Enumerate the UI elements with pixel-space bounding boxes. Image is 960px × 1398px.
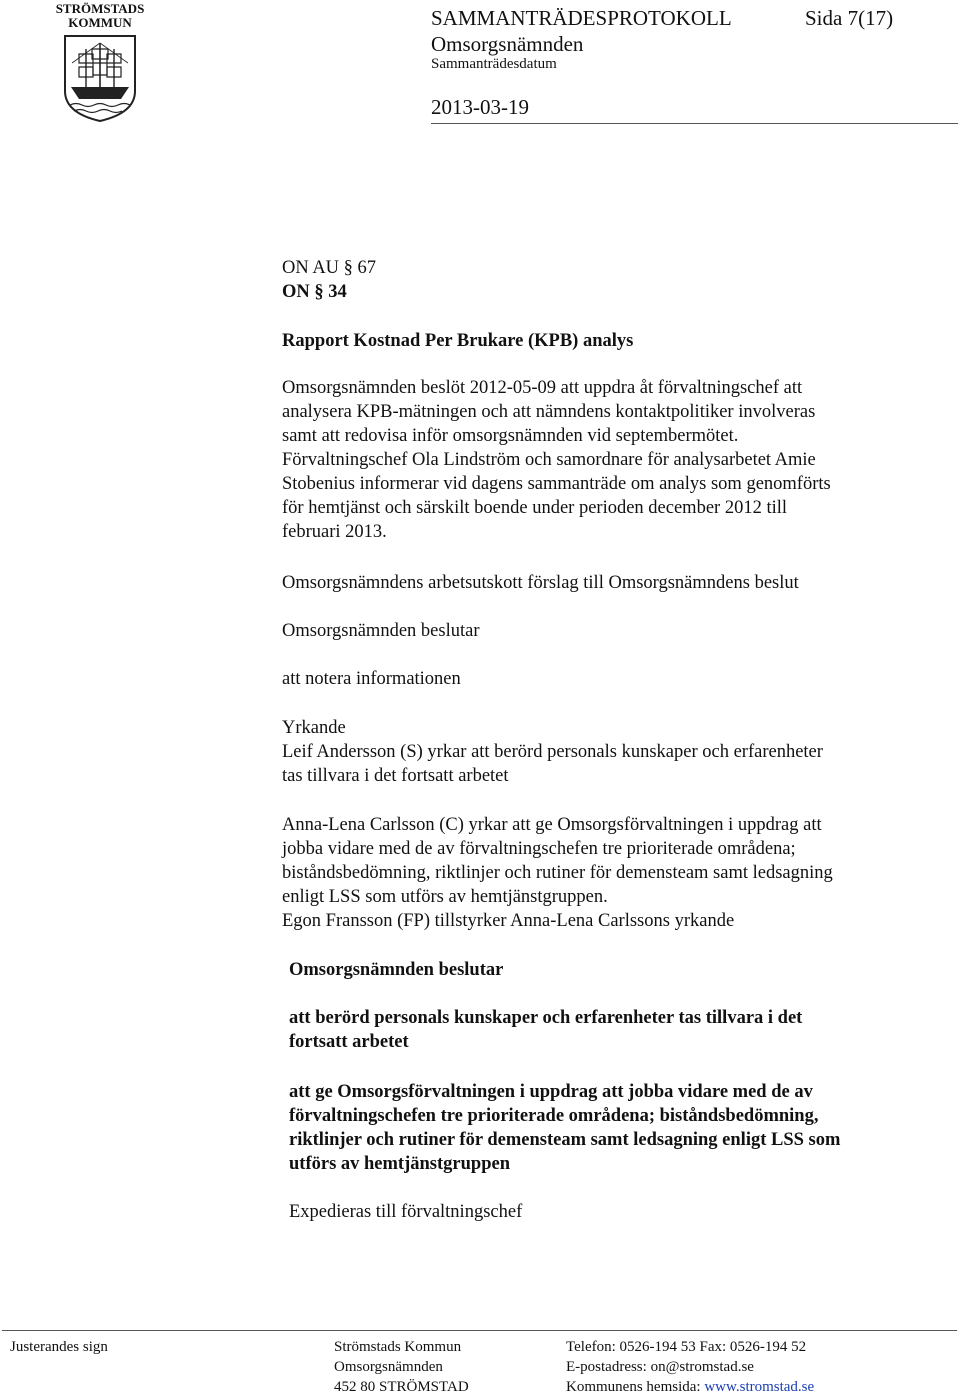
footer-web	[566, 1377, 814, 1397]
yrkande-block	[282, 716, 823, 788]
decision1-block	[289, 1006, 802, 1054]
page-number: Sida 7(17)	[805, 6, 894, 30]
footer-address-line: Omsorgsnämnden	[334, 1359, 443, 1375]
footer-address-line: Strömstads Kommun	[334, 1339, 462, 1355]
municipality-name	[44, 2, 156, 30]
municipality-name-line2: KOMMUN	[68, 15, 132, 30]
decision2-block	[289, 1080, 840, 1176]
yrkande2-line: jobba vidare med de av förvaltningschefen tre prioriterade områdena;	[282, 839, 796, 859]
coat-of-arms-logo	[62, 33, 138, 123]
section-ref-au: ON AU § 67	[282, 258, 377, 278]
proposal-heading: Omsorgsnämndens arbetsutskott förslag till Omsorgsnämndens beslut	[282, 573, 799, 593]
decision1-line: att berörd personals kunskaper och erfarenheter tas tillvara i det	[289, 1008, 803, 1028]
yrkande2-line: Egon Fransson (FP) tillstyrker Anna-Lena Carlssons yrkande	[282, 911, 735, 931]
yrkande1-line: tas tillvara i det fortsatt arbetet	[282, 766, 509, 786]
yrkande2-block	[282, 813, 833, 933]
intro-line: för hemtjänst och särskilt boende under perioden december 2012 till	[282, 498, 788, 518]
decision2-line: förvaltningschefen tre prioriterade områdena; biståndsbedömning,	[289, 1106, 819, 1126]
proposal-att: att notera informationen	[282, 669, 461, 689]
decision2-line: att ge Omsorgsförvaltningen i uppdrag att jobba vidare med de av	[289, 1082, 813, 1102]
meeting-date: 2013-03-19	[431, 95, 529, 119]
intro-line: Omsorgsnämnden beslöt 2012-05-09 att uppdra åt förvaltningschef att	[282, 378, 803, 398]
footer-contact	[566, 1337, 814, 1397]
yrkande2-line: biståndsbedömning, riktlinjer och rutiner för demensteam samt ledsagning	[282, 863, 833, 883]
protocol-title: SAMMANTRÄDESPROTOKOLL	[431, 6, 732, 30]
footer-phone: Telefon: 0526-194 53 Fax: 0526-194 52	[566, 1339, 807, 1355]
footer-email: E-postadress: on@stromstad.se	[566, 1359, 754, 1375]
municipality-name-line1: STRÖMSTADS	[55, 1, 145, 16]
expedieras-line: Expedieras till förvaltningschef	[289, 1202, 523, 1222]
intro-line: analysera KPB-mätningen och att nämndens kontaktpolitiker involveras	[282, 402, 816, 422]
decision-heading: Omsorgsnämnden beslutar	[289, 960, 504, 980]
meeting-date-label: Sammanträdesdatum	[431, 56, 557, 72]
decision1-line: fortsatt arbetet	[289, 1032, 409, 1052]
footer-divider	[2, 1330, 957, 1331]
committee-name: Omsorgsnämnden	[431, 32, 584, 56]
section-title: Rapport Kostnad Per Brukare (KPB) analys	[282, 331, 634, 351]
yrkande2-line: Anna-Lena Carlsson (C) yrkar att ge Omsorgsförvaltningen i uppdrag att	[282, 815, 822, 835]
intro-line: Stobenius informerar vid dagens sammanträde om analys som genomförts	[282, 474, 831, 494]
decision2-line: utförs av hemtjänstgruppen	[289, 1154, 510, 1174]
signature-label: Justerandes sign	[10, 1339, 108, 1355]
decision2-line: riktlinjer och rutiner för demensteam samt ledsagning enligt LSS som	[289, 1130, 841, 1150]
intro-line: samt att redovisa inför omsorgsnämnden vid septembermötet.	[282, 426, 739, 446]
intro-line: februari 2013.	[282, 522, 387, 542]
intro-paragraph	[282, 376, 831, 544]
footer-address	[334, 1337, 469, 1397]
yrkande2-line: enligt LSS som utförs av hemtjänstgruppen.	[282, 887, 608, 907]
yrkande1-line: Leif Andersson (S) yrkar att berörd personals kunskaper och erfarenheter	[282, 742, 823, 762]
proposal-decides: Omsorgsnämnden beslutar	[282, 621, 480, 641]
footer-address-line: 452 80 STRÖMSTAD	[334, 1379, 469, 1395]
website-link[interactable]: www.stromstad.se	[704, 1379, 815, 1395]
intro-line: Förvaltningschef Ola Lindström och samordnare för analysarbetet Amie	[282, 450, 816, 470]
header-divider	[431, 123, 958, 124]
footer-web-label: Kommunens hemsida:	[566, 1379, 705, 1395]
yrkande-heading: Yrkande	[282, 718, 346, 738]
section-ref-on: ON § 34	[282, 282, 347, 302]
